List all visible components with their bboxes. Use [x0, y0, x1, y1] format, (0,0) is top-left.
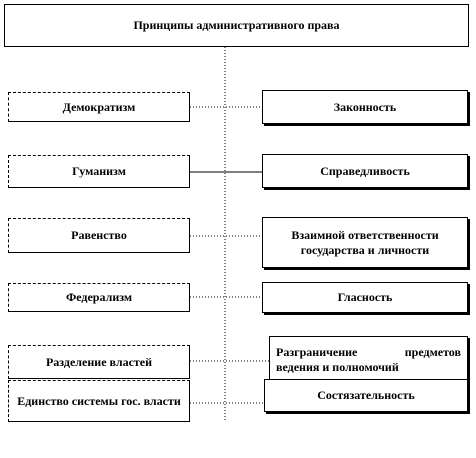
right-box-3	[262, 217, 468, 268]
left-box-4-label: Федерализм	[65, 290, 133, 304]
right-box-5-label: Разграничение предметов ведения и полномочий	[276, 344, 461, 374]
right-box-5	[269, 336, 468, 383]
left-box-2-label: Гуманизм	[72, 164, 126, 178]
right-box-6	[264, 379, 468, 412]
left-box-2	[8, 155, 190, 188]
right-box-1-label: Законность	[333, 99, 397, 114]
left-box-3-label: Равенство	[71, 228, 127, 242]
left-box-6	[8, 380, 190, 422]
root-title: Принципы административного права	[133, 18, 340, 32]
left-box-3	[8, 218, 190, 253]
right-box-6-label: Состязательность	[317, 388, 415, 402]
right-box-2	[262, 154, 468, 188]
left-box-5	[8, 345, 190, 379]
right-box-4	[262, 282, 468, 313]
left-box-4	[8, 283, 190, 312]
left-box-1-label: Демократизм	[62, 99, 136, 114]
left-box-6-label: Единство системы гос. власти	[17, 393, 181, 408]
right-box-4-label: Гласность	[337, 290, 393, 304]
left-box-1	[8, 92, 190, 122]
root-title-box	[4, 4, 469, 47]
left-box-5-label: Разделение властей	[45, 354, 153, 369]
right-box-3-label: Взаимной ответственности государства и личности	[291, 227, 439, 257]
right-box-2-label: Справедливость	[320, 163, 410, 178]
right-box-1	[262, 90, 468, 124]
